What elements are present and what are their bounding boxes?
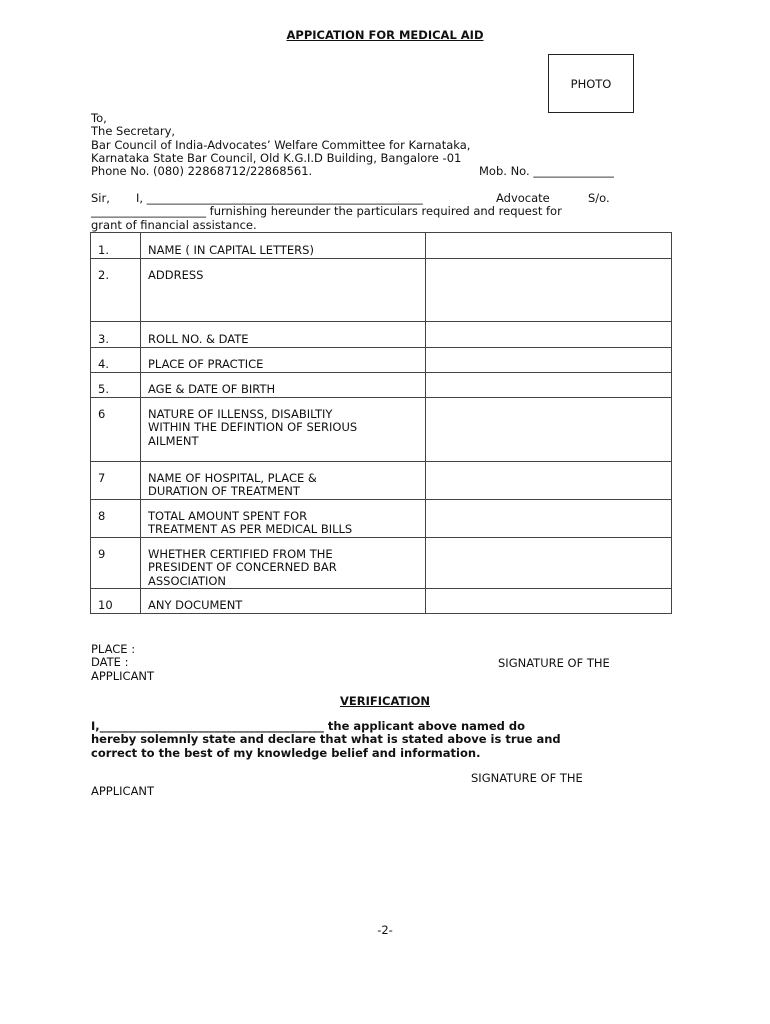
table-row	[91, 589, 672, 614]
photo-box	[548, 54, 634, 113]
intro-line2: ____________________ furnishing hereunder the particulars required and request for	[91, 204, 562, 219]
row-value-field[interactable]	[426, 500, 672, 538]
table-row	[91, 462, 672, 500]
row-label-line: WHETHER CERTIFIED FROM THE	[148, 547, 333, 561]
verification-applicant: APPLICANT	[91, 784, 155, 798]
address-mob: Mob. No. ______________	[479, 164, 614, 179]
row-label-line: DURATION OF TREATMENT	[148, 484, 300, 499]
address-phone: Phone No. (080) 22868712/22868561.	[91, 164, 313, 179]
row-value-field[interactable]	[426, 348, 672, 373]
row-number: 4.	[91, 348, 141, 373]
row-number: 6	[91, 398, 141, 462]
address-line2: Bar Council of India-Advocates’ Welfare Committee for Karnataka,	[91, 137, 471, 152]
verification-text	[91, 720, 561, 760]
footer-block	[91, 643, 154, 683]
row-number: 3.	[91, 322, 141, 348]
table-row	[91, 538, 672, 589]
table-row	[91, 398, 672, 462]
row-label-line: TREATMENT AS PER MEDICAL BILLS	[148, 522, 353, 537]
verification-line3: correct to the best of my knowledge belief and information.	[91, 745, 481, 760]
table-row	[91, 233, 672, 259]
form-title: APPICATION FOR MEDICAL AID	[286, 28, 484, 42]
row-value-field[interactable]	[426, 259, 672, 322]
footer-place: PLACE :	[91, 642, 136, 656]
row-label-line: NAME OF HOSPITAL, PLACE &	[148, 471, 317, 485]
row-label	[141, 398, 426, 462]
verification-line1: I,_______________________________________ the applicant above named do	[91, 719, 526, 733]
verification-signature: SIGNATURE OF THE	[471, 771, 583, 785]
row-value-field[interactable]	[426, 398, 672, 462]
address-line1: The Secretary,	[91, 124, 176, 139]
row-label-line: WITHIN THE DEFINTION OF SERIOUS	[148, 420, 358, 435]
row-number: 1.	[91, 233, 141, 259]
row-label-line: NATURE OF ILLENSS, DISABILTIY	[148, 407, 333, 421]
row-label: ANY DOCUMENT	[141, 589, 426, 614]
row-label: PLACE OF PRACTICE	[141, 348, 426, 373]
row-label: AGE & DATE OF BIRTH	[141, 373, 426, 398]
row-value-field[interactable]	[426, 462, 672, 500]
table-row	[91, 500, 672, 538]
photo-label: PHOTO	[570, 76, 612, 91]
intro-advocate: Advocate	[496, 191, 550, 205]
row-label: ADDRESS	[141, 259, 426, 322]
row-label-line: TOTAL AMOUNT SPENT FOR	[148, 509, 308, 523]
row-number: 5.	[91, 373, 141, 398]
row-label-line: AILMENT	[148, 433, 199, 448]
row-number: 10	[91, 589, 141, 614]
row-number: 7	[91, 462, 141, 500]
address-block	[91, 112, 651, 178]
page-number: -2-	[377, 923, 393, 937]
table-row	[91, 373, 672, 398]
address-to: To,	[91, 111, 107, 125]
row-label-line: ASSOCIATION	[148, 573, 226, 588]
intro-line1	[91, 192, 673, 205]
intro-line3: grant of financial assistance.	[91, 217, 257, 232]
row-number: 8	[91, 500, 141, 538]
verification-title: VERIFICATION	[340, 694, 430, 708]
intro-block	[91, 192, 673, 232]
row-label: ROLL NO. & DATE	[141, 322, 426, 348]
row-label-line: PRESIDENT OF CONCERNED BAR	[148, 560, 337, 575]
row-value-field[interactable]	[426, 373, 672, 398]
footer-signature: SIGNATURE OF THE	[498, 656, 610, 670]
row-label: NAME ( IN CAPITAL LETTERS)	[141, 233, 426, 259]
footer-applicant: APPLICANT	[91, 668, 155, 683]
row-value-field[interactable]	[426, 233, 672, 259]
footer-date: DATE :	[91, 655, 129, 670]
particulars-table	[90, 232, 672, 614]
address-phone-row	[91, 165, 651, 178]
table-row	[91, 348, 672, 373]
verification-line2: hereby solemnly state and declare that what is stated above is true and	[91, 732, 561, 747]
row-value-field[interactable]	[426, 538, 672, 589]
intro-sir: Sir,	[91, 191, 110, 205]
intro-i-blank: I, ________________________________________________	[136, 191, 423, 205]
row-number: 9	[91, 538, 141, 589]
row-number: 2.	[91, 259, 141, 322]
address-line3: Karnataka State Bar Council, Old K.G.I.D Building, Bangalore -01	[91, 150, 462, 165]
table-row	[91, 322, 672, 348]
intro-so: S/o.	[588, 191, 610, 205]
row-value-field[interactable]	[426, 322, 672, 348]
row-label	[141, 538, 426, 589]
row-label	[141, 500, 426, 538]
table-row	[91, 259, 672, 322]
row-label	[141, 462, 426, 500]
row-value-field[interactable]	[426, 589, 672, 614]
